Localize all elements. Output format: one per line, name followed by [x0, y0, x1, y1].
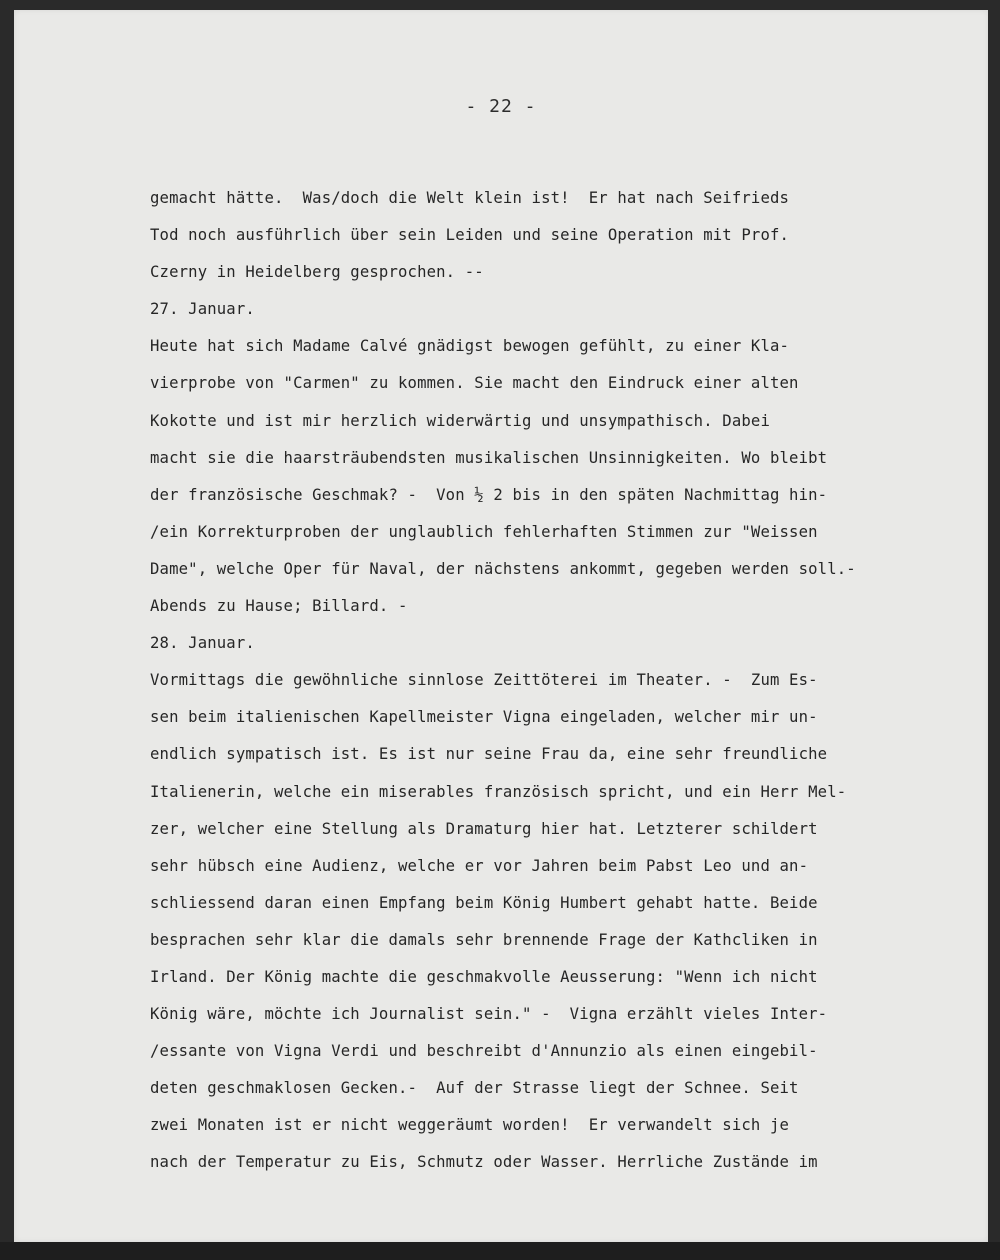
text-line: Vormittags die gewöhnliche sinnlose Zeittöterei im Theater. - Zum Es-: [150, 671, 818, 690]
text-line: schliessend daran einen Empfang beim König Humbert gehabt hatte. Beide: [150, 893, 818, 912]
text-line: sehr hübsch eine Audienz, welche er vor Jahren beim Pabst Leo und an-: [150, 856, 809, 875]
scan-bottom-edge: [0, 1242, 1000, 1260]
text-line: endlich sympatisch ist. Es ist nur seine Frau da, eine sehr freundliche: [150, 745, 828, 764]
text-line: Heute hat sich Madame Calvé gnädigst bewogen gefühlt, zu einer Kla-: [150, 337, 790, 356]
text-line: Czerny in Heidelberg gesprochen. --: [150, 263, 484, 282]
text-line: deten geschmaklosen Gecken.- Auf der Strasse liegt der Schnee. Seit: [150, 1079, 799, 1098]
date-heading: 28. Januar.: [150, 634, 255, 653]
text-line: macht sie die haarsträubendsten musikalischen Unsinnigkeiten. Wo bleibt: [150, 448, 828, 467]
date-heading: 27. Januar.: [150, 300, 255, 319]
text-line: besprachen sehr klar die damals sehr brennende Frage der Kathcliken in: [150, 930, 818, 949]
text-line: nach der Temperatur zu Eis, Schmutz oder Wasser. Herrliche Zustände im: [150, 1153, 818, 1172]
text-line: Tod noch ausführlich über sein Leiden und seine Operation mit Prof.: [150, 226, 790, 245]
text-line: der französische Geschmak? - Von ½ 2 bis in den späten Nachmittag hin-: [150, 485, 828, 504]
text-line: Italienerin, welche ein miserables französisch spricht, und ein Herr Mel-: [150, 782, 847, 801]
text-line: König wäre, möchte ich Journalist sein." - Vigna erzählt vieles Inter-: [150, 1005, 828, 1024]
text-line: Dame", welche Oper für Naval, der nächstens ankommt, gegeben werden soll.-: [150, 559, 856, 578]
text-line: /essante von Vigna Verdi und beschreibt d'Annunzio als einen eingebil-: [150, 1042, 818, 1061]
text-line: gemacht hätte. Was/doch die Welt klein ist! Er hat nach Seifrieds: [150, 189, 790, 207]
text-line: vierprobe von "Carmen" zu kommen. Sie macht den Eindruck einer alten: [150, 374, 799, 393]
text-line: zer, welcher eine Stellung als Dramaturg hier hat. Letzterer schildert: [150, 819, 818, 838]
text-line: sen beim italienischen Kapellmeister Vigna eingeladen, welcher mir un-: [150, 708, 818, 727]
text-line: Kokotte und ist mir herzlich widerwärtig und unsympathisch. Dabei: [150, 411, 770, 430]
page-number: - 22 -: [465, 96, 537, 117]
text-line: Abends zu Hause; Billard. -: [150, 597, 408, 616]
text-line: /ein Korrekturproben der unglaublich fehlerhaften Stimmen zur "Weissen: [150, 522, 818, 541]
text-line: zwei Monaten ist er nicht weggeräumt worden! Er verwandelt sich je: [150, 1116, 790, 1135]
text-line: Irland. Der König machte die geschmakvolle Aeusserung: "Wenn ich nicht: [150, 967, 818, 986]
typewritten-page: [14, 10, 988, 1242]
body-text: [150, 180, 980, 1182]
